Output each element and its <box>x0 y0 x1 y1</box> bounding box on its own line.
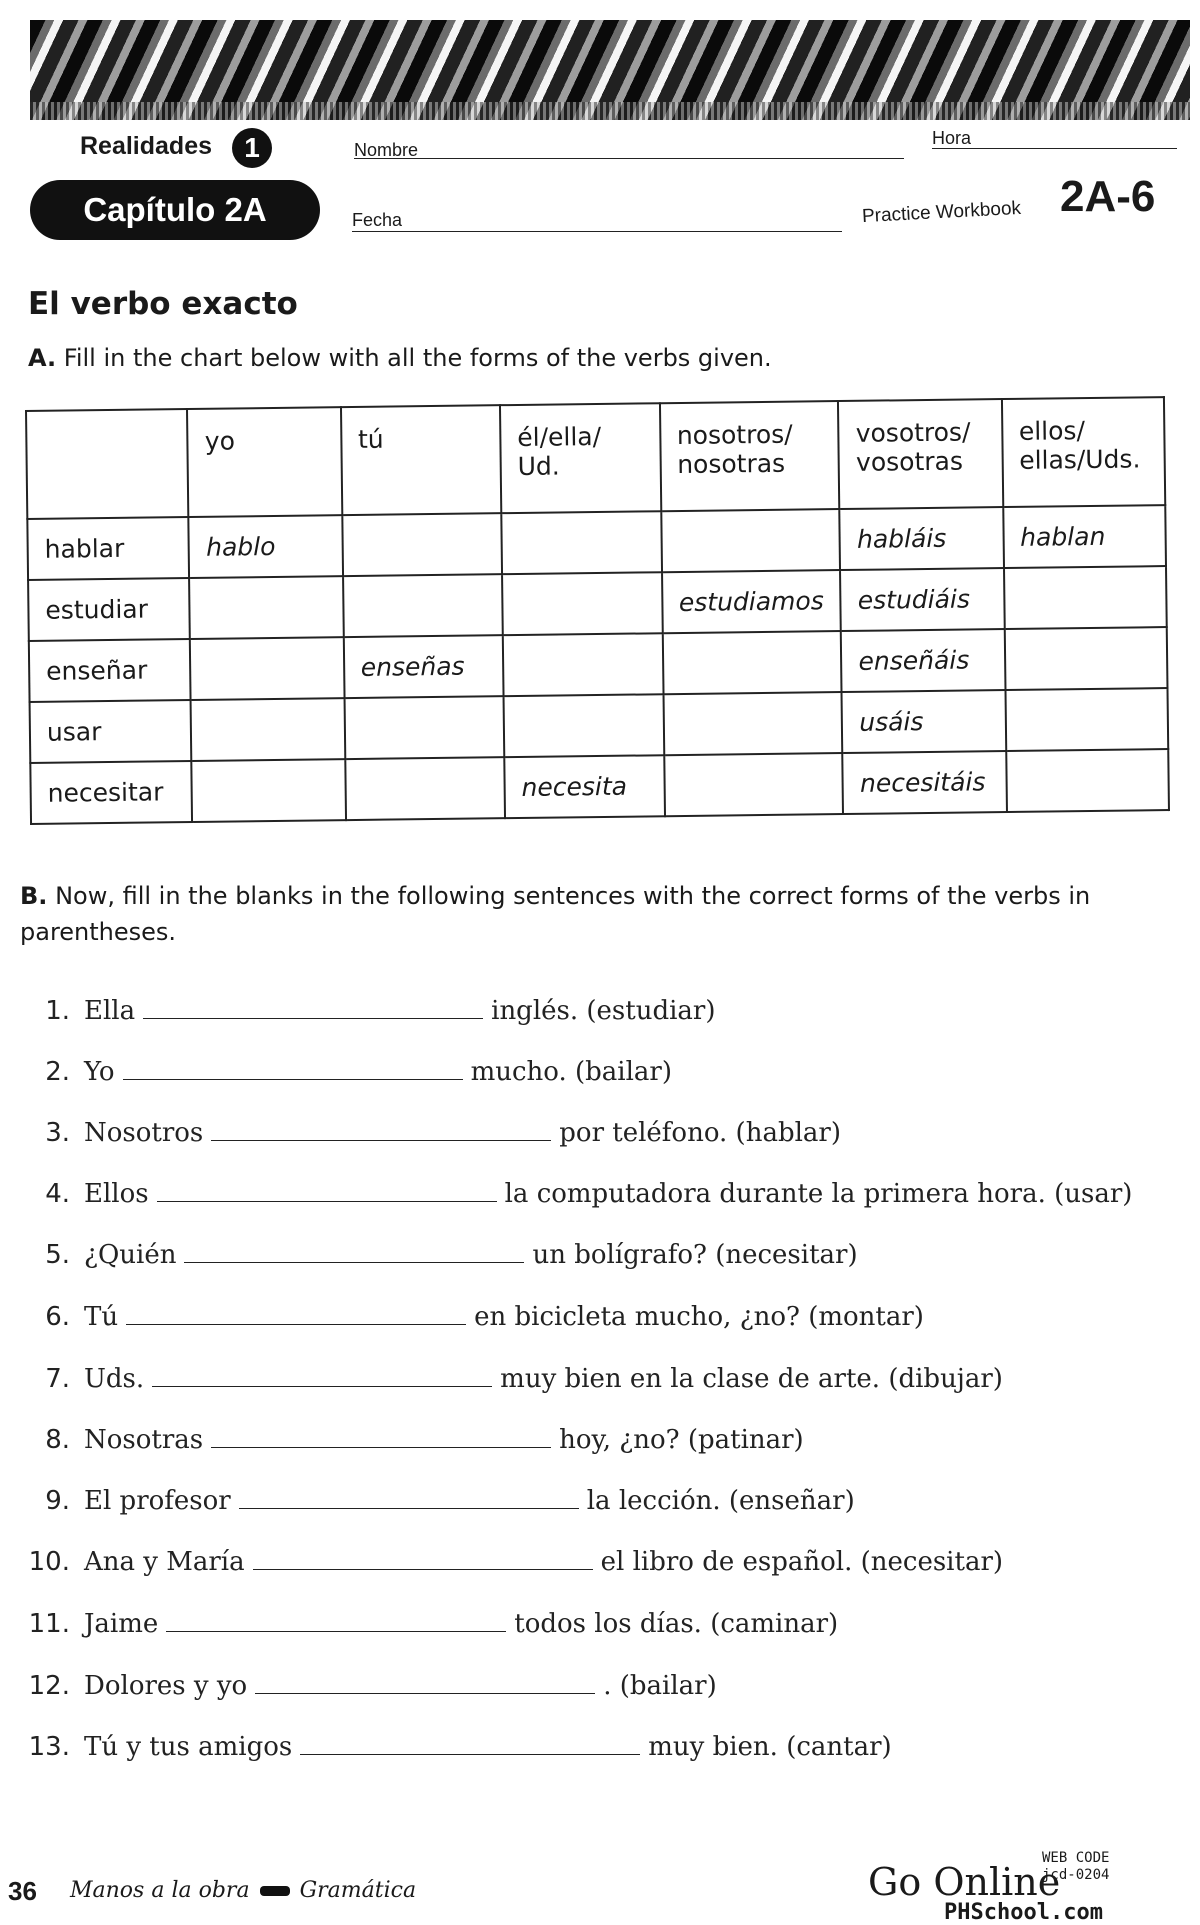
sentence-number: 3. <box>45 1118 70 1148</box>
sentence-subject: Ellos <box>84 1179 149 1209</box>
date-field[interactable] <box>352 231 842 232</box>
answer-cell[interactable] <box>662 631 842 694</box>
sentence-rest: inglés. (estudiar) <box>491 996 716 1026</box>
sentence-item <box>20 1240 1120 1270</box>
chart-header-row <box>26 397 1165 519</box>
sentence-rest: hoy, ¿no? (patinar) <box>559 1425 804 1455</box>
answer-cell[interactable] <box>503 633 663 696</box>
answer-blank[interactable] <box>239 1486 579 1509</box>
workbook-code: 2A-6 <box>1060 172 1156 221</box>
answer-blank[interactable] <box>184 1240 524 1263</box>
decorative-banner <box>30 20 1190 120</box>
sentence-item <box>20 996 1120 1026</box>
answer-blank[interactable] <box>255 1671 595 1694</box>
sentence-item <box>20 1732 1120 1762</box>
answer-cell[interactable] <box>1006 749 1169 812</box>
page-number: 36 <box>8 1876 37 1906</box>
sentence-subject: Nosotras <box>84 1425 204 1455</box>
sentence-rest: mucho. (bailar) <box>470 1057 672 1087</box>
name-field[interactable] <box>354 158 904 159</box>
answer-cell[interactable] <box>661 509 841 572</box>
sentence-rest: muy bien en la clase de arte. (dibujar) <box>500 1364 1003 1394</box>
hour-field[interactable] <box>932 148 1177 149</box>
answer-cell[interactable]: estudiáis <box>840 568 1004 631</box>
answer-blank[interactable] <box>211 1425 551 1448</box>
answer-cell[interactable] <box>501 511 661 574</box>
answer-cell[interactable] <box>190 576 344 639</box>
sentence-subject: Jaime <box>84 1609 159 1639</box>
part-b-text-line2: parentheses. <box>20 918 177 946</box>
sentence-item <box>20 1609 1120 1639</box>
answer-cell[interactable] <box>343 574 503 637</box>
chart-header-cell: vosotros/ vosotras <box>838 399 1002 509</box>
answer-cell[interactable]: necesitáis <box>843 751 1007 814</box>
answer-cell[interactable] <box>1005 688 1168 751</box>
chart-header-cell <box>26 409 189 519</box>
answer-cell[interactable]: enseñáis <box>841 629 1005 692</box>
answer-blank[interactable] <box>157 1179 497 1202</box>
infinitive-cell: enseñar <box>29 639 191 702</box>
sentence-subject: Tú y tus amigos <box>84 1732 293 1762</box>
answer-blank[interactable] <box>143 996 483 1019</box>
sentence-subject: Nosotros <box>84 1118 204 1148</box>
series-title: Realidades <box>80 132 213 160</box>
answer-blank[interactable] <box>152 1364 492 1387</box>
sentence-number: 2. <box>45 1057 70 1087</box>
answer-cell[interactable]: enseñas <box>343 635 503 698</box>
sentence-item <box>20 1486 1120 1516</box>
book-section-right: Gramática <box>299 1878 417 1903</box>
answer-cell[interactable] <box>190 637 344 700</box>
answer-cell[interactable]: estudiamos <box>662 570 842 633</box>
sentence-item <box>20 1302 1120 1332</box>
verb-chart <box>25 396 1170 825</box>
answer-cell[interactable] <box>345 757 505 820</box>
answer-blank[interactable] <box>300 1732 640 1755</box>
answer-blank[interactable] <box>211 1118 551 1141</box>
section-title: El verbo exacto <box>28 286 298 322</box>
answer-cell[interactable] <box>344 696 504 759</box>
sentence-number: 10. <box>28 1547 70 1577</box>
infinitive-cell: necesitar <box>30 761 192 824</box>
infinitive-cell: hablar <box>27 517 189 580</box>
sentence-number: 4. <box>45 1179 70 1209</box>
go-online-logo: Go Online <box>868 1860 1061 1904</box>
chart-header-cell: yo <box>187 407 341 517</box>
chapter-badge: Capítulo 2A <box>30 180 320 240</box>
sentence-item <box>20 1118 1120 1148</box>
answer-cell[interactable] <box>1004 627 1167 690</box>
answer-blank[interactable] <box>166 1609 506 1632</box>
sentence-rest: por teléfono. (hablar) <box>559 1118 841 1148</box>
sentence-item <box>20 1425 1120 1455</box>
sentence-item <box>20 1547 1120 1577</box>
sentence-number: 12. <box>28 1671 70 1701</box>
sentence-number: 6. <box>45 1302 70 1332</box>
part-a-letter: A. <box>28 344 57 372</box>
chart-header-cell: él/ella/ Ud. <box>500 403 661 513</box>
answer-cell[interactable] <box>664 753 844 816</box>
web-code: jcd-0204 <box>1042 1867 1110 1883</box>
sentence-item <box>20 1671 1120 1701</box>
part-a-text: Fill in the chart below with all the forms of the verbs given. <box>63 344 772 372</box>
answer-cell[interactable]: usáis <box>842 690 1006 753</box>
sentence-subject: Yo <box>84 1057 115 1087</box>
sentence-number: 5. <box>45 1240 70 1270</box>
sentence-number: 7. <box>45 1364 70 1394</box>
web-code-box <box>1042 1850 1109 1884</box>
site-link[interactable]: PHSchool.com <box>944 1900 1103 1925</box>
sentence-item <box>20 1364 1120 1394</box>
answer-blank[interactable] <box>253 1547 593 1570</box>
sentence-item <box>20 1057 1120 1087</box>
part-b-text-line1: Now, fill in the blanks in the following sentences with the correct forms of the verbs in <box>55 882 1091 910</box>
level-badge: 1 <box>232 128 272 168</box>
part-a-instructions <box>28 344 772 372</box>
sentence-subject: Ella <box>84 996 136 1026</box>
sentence-rest: . (bailar) <box>603 1671 717 1701</box>
part-b-letter: B. <box>20 882 48 910</box>
answer-blank[interactable] <box>126 1302 466 1325</box>
answer-cell[interactable]: hablo <box>189 515 343 578</box>
infinitive-cell: usar <box>30 700 192 763</box>
sentence-rest: la lección. (enseñar) <box>586 1486 855 1516</box>
sentence-rest: la computadora durante la primera hora. (usar) <box>504 1179 1133 1209</box>
sentence-number: 8. <box>45 1425 70 1455</box>
sentence-rest: todos los días. (caminar) <box>514 1609 839 1639</box>
chart-header-cell: tú <box>341 405 502 515</box>
sentence-number: 13. <box>28 1732 70 1762</box>
sentence-rest: el libro de español. (necesitar) <box>600 1547 1004 1577</box>
answer-cell[interactable]: hablan <box>1003 505 1166 568</box>
chart-header-cell: ellos/ ellas/Uds. <box>1001 397 1165 507</box>
answer-cell[interactable]: habláis <box>840 507 1004 570</box>
book-section-left: Manos a la obra <box>70 1878 250 1903</box>
sentence-subject: Ana y María <box>84 1547 245 1577</box>
infinitive-cell: estudiar <box>28 578 190 641</box>
answer-cell[interactable] <box>192 759 346 822</box>
chart-header-cell: nosotros/ nosotras <box>659 401 839 511</box>
pencil-icon <box>260 1886 290 1896</box>
answer-cell[interactable] <box>342 513 502 576</box>
answer-cell[interactable] <box>503 694 663 757</box>
sentence-rest: un bolígrafo? (necesitar) <box>532 1240 858 1270</box>
web-code-label: WEB CODE <box>1042 1850 1110 1866</box>
sentence-rest: muy bien. (cantar) <box>648 1732 892 1762</box>
sentence-rest: en bicicleta mucho, ¿no? (montar) <box>474 1302 924 1332</box>
workbook-label: Practice Workbook <box>861 197 1022 228</box>
sentence-number: 1. <box>45 996 70 1026</box>
sentence-item <box>20 1179 1133 1209</box>
answer-cell[interactable] <box>191 698 345 761</box>
sentence-number: 11. <box>28 1609 70 1639</box>
sentence-subject: El profesor <box>84 1486 231 1516</box>
name-label: Nombre <box>354 140 419 160</box>
sentence-subject: ¿Quién <box>84 1240 177 1270</box>
answer-blank[interactable] <box>123 1057 463 1080</box>
answer-cell[interactable]: necesita <box>504 755 664 818</box>
date-label: Fecha <box>352 210 403 230</box>
chart-row <box>30 749 1169 824</box>
sentence-subject: Uds. <box>84 1364 145 1394</box>
answer-cell[interactable] <box>663 692 843 755</box>
book-section <box>70 1878 416 1903</box>
sentence-subject: Tú <box>84 1302 119 1332</box>
hour-label: Hora <box>932 128 972 148</box>
sentence-subject: Dolores y yo <box>84 1671 248 1701</box>
answer-cell[interactable] <box>1004 566 1167 629</box>
answer-cell[interactable] <box>502 572 662 635</box>
sentence-number: 9. <box>45 1486 70 1516</box>
part-b-instructions <box>20 882 1090 910</box>
